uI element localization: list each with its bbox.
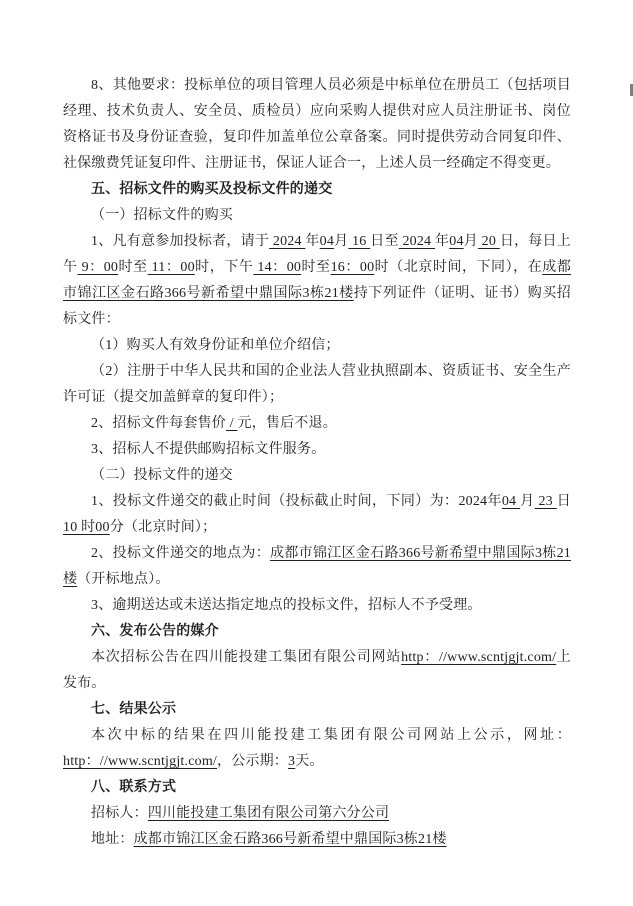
underlined-text: 16 [348,234,371,249]
text-run: 时，下午 [194,260,254,275]
text-run: ，公示期： [217,754,288,769]
text-run: 招标人： [91,806,148,821]
text-run: 日 [556,494,571,509]
text-run: 分（北京时间）； [109,520,217,535]
underlined-text: http：//www.scntjgjt.com/ [63,754,217,769]
underlined-text: http：//www.scntjgjt.com/ [401,650,557,665]
text-run: 2、投标文件递交的地点为： [91,546,271,561]
text-run: 日，每日上午 [63,234,571,275]
paragraph [63,801,571,827]
section-heading [63,177,571,203]
paragraph [63,463,571,489]
text-run: 天。 [295,754,324,769]
text-run: 本次中标的结果在四川能投建工集团有限公司网站上公示，网址： [91,728,571,743]
underlined-text: 10 时00 [63,520,110,535]
paragraph [63,489,571,541]
underlined-text: / [226,416,238,431]
text-run: 本次招标公告在四川能投建工集团有限公司网站 [91,650,402,665]
underlined-text: 2024 [398,234,435,249]
text-run: 持下列证件（证明、证书）购买招标文件： [63,286,571,327]
text-run: 上发布。 [63,650,572,691]
text-run: 年 [435,234,450,249]
underlined-text: 04 [449,234,464,249]
paragraph [63,229,571,333]
text-run: （一）招标文件的购买 [91,208,233,223]
text-run: 1、投标文件递交的截止时间（投标截止时间，下同）为：2024年 [91,494,502,509]
underlined-text: 3 [288,754,296,769]
text-run: 八、联系方式 [91,780,177,795]
paragraph [63,593,571,619]
paragraph [63,333,571,359]
section-heading [63,619,571,645]
section-heading [63,697,571,723]
underlined-text: 成都市锦江区金石路366号新希望中鼎国际3栋21楼 [63,260,572,301]
text-run: （1）购买人有效身份证和单位介绍信； [91,338,340,353]
underlined-text: 成都市锦江区金石路366号新希望中鼎国际3栋21楼 [63,546,571,587]
paragraph [63,827,571,853]
text-run: 年 [305,234,320,249]
text-run: 月 [463,234,478,249]
text-run: 时至 [118,260,148,275]
paragraph [63,541,571,593]
text-run: 2、招标文件每套售价 [91,416,226,431]
text-run: 元，售后不退。 [237,416,337,431]
underlined-text: 成都市锦江区金石路366号新希望中鼎国际3栋21楼 [133,832,447,847]
text-run: 六、发布公告的媒介 [91,624,219,639]
text-run: 时（北京时间，下同），在 [374,260,543,275]
text-run: 七、结果公示 [91,702,177,717]
paragraph [63,645,571,697]
text-run: 日至 [370,234,399,249]
underlined-text: 14：00 [253,260,302,275]
text-run: 五、招标文件的购买及投标文件的递交 [91,182,333,197]
text-run: 1、凡有意参加投标者，请于 [91,234,270,249]
underlined-text: 16：00 [330,260,375,275]
underlined-text: 11：00 [147,260,195,275]
paragraph [63,359,571,411]
text-run: 月 [520,494,535,509]
text-run: （二）投标文件的递交 [91,468,233,483]
text-run: 月 [334,234,349,249]
section-heading [63,775,571,801]
paragraph [63,723,571,775]
paragraph [63,203,571,229]
underlined-text: 04 [501,494,521,509]
text-run: 3、逾期送达或未送达指定地点的投标文件，招标人不予受理。 [91,598,482,613]
text-run: 时至 [301,260,331,275]
underlined-text: 20 [477,234,500,249]
text-run: （开标地点）。 [77,572,170,587]
document-body [63,73,571,853]
paragraph [63,411,571,437]
underlined-text: 2024 [269,234,306,249]
underlined-text: 四川能投建工集团有限公司第六分公司 [147,806,390,821]
text-run: 3、招标人不提供邮购招标文件服务。 [91,442,326,457]
paragraph [63,73,571,177]
underlined-text: 23 [534,494,557,509]
underlined-text: 04 [319,234,335,249]
paragraph [63,437,571,463]
text-run: 8、其他要求：投标单位的项目管理人员必须是中标单位在册员工（包括项目经理、技术负责人、安全员、质检员）应向采购人提供对应人员注册证书、岗位资格证书及身份证查验，复印件加盖单位公章备案。同时提供劳动合同复印件、社保缴费凭证复印件、注册证书，保证人证合一，上述人员一经确定不得变更。 [63,78,571,171]
text-run: 地址： [91,832,134,847]
text-run: （2）注册于中华人民共和国的企业法人营业执照副本、资质证书、安全生产许可证（提交加盖鲜章的复印件）； [63,364,571,405]
underlined-text: 9：00 [77,260,119,275]
